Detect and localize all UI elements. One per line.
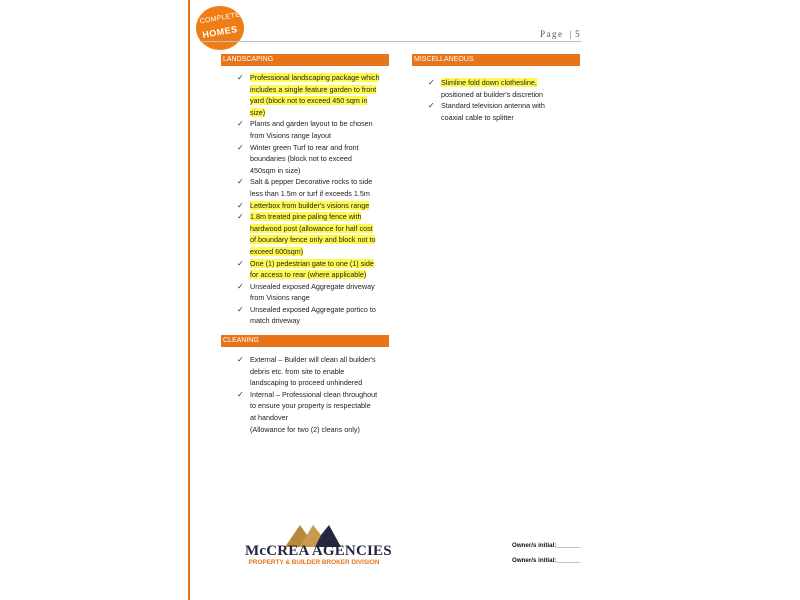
checklist-item-line: landscaping to proceed unhindered — [250, 378, 363, 388]
owner-initial-line-2[interactable]: Owner/s initial:_______ — [512, 557, 581, 564]
checklist-item-line: Unsealed exposed Aggregate driveway — [250, 281, 375, 291]
cleaning-list — [221, 354, 389, 435]
checkmark-icon: ✓ — [237, 304, 244, 314]
checkmark-icon: ✓ — [237, 73, 244, 82]
checklist-item-line: of boundary fence only and block not to — [250, 235, 376, 245]
right-column — [412, 54, 580, 123]
checklist-item — [221, 211, 389, 257]
page-separator: | — [567, 29, 572, 39]
checklist-item-line: Slimline fold down clothesline, — [441, 78, 537, 87]
miscellaneous-list — [412, 77, 580, 123]
complete-homes-badge — [196, 6, 244, 50]
checklist-item-line: (Allowance for two (2) cleans only) — [250, 424, 360, 434]
checkmark-icon: ✓ — [237, 142, 244, 152]
checkmark-icon: ✓ — [237, 258, 244, 268]
checklist-item-line: 450sqm in size) — [250, 165, 301, 175]
checklist-item — [221, 142, 389, 177]
owner-initial-line-1[interactable]: Owner/s initial:_______ — [512, 542, 581, 549]
checkmark-icon: ✓ — [237, 281, 244, 291]
checklist-item-line: exceed 600sqm) — [250, 246, 304, 256]
checkmark-icon: ✓ — [237, 389, 244, 399]
page-label: Page — [540, 29, 564, 39]
logo-subtitle: PROPERTY & BUILDER BROKER DIVISION — [248, 559, 380, 566]
miscellaneous-header: MISCELLANEOUS — [412, 54, 580, 66]
left-column — [221, 54, 389, 435]
page-number — [540, 29, 581, 39]
checklist-item — [221, 354, 389, 389]
cleaning-header: CLEANING — [221, 335, 389, 347]
checkmark-icon: ✓ — [237, 212, 244, 222]
checklist-item-line: Winter green Turf to rear and front — [250, 142, 359, 152]
checklist-item — [221, 72, 389, 118]
checklist-item-line: coaxial cable to splitter — [441, 112, 514, 122]
left-border-rule — [188, 0, 190, 600]
logo-name: McCREA AGENCIES — [245, 543, 392, 559]
checklist-item — [221, 389, 389, 435]
checklist-item-line: size) — [250, 107, 266, 117]
checklist-item — [221, 176, 389, 199]
checklist-item-line: yard (block not to exceed 450 sqm in — [250, 96, 368, 106]
brand-bottom-text: HOMES — [201, 23, 239, 41]
checklist-item-line: to ensure your property is respectable — [250, 401, 371, 411]
checklist-item-line: Plants and garden layout to be chosen — [250, 119, 373, 129]
checklist-item-line: from Visions range layout — [250, 130, 331, 140]
checkmark-icon: ✓ — [237, 177, 244, 187]
checklist-item — [412, 100, 580, 123]
checklist-item-line: debris etc. from site to enable — [250, 366, 345, 376]
checklist-item — [221, 200, 389, 212]
checkmark-icon: ✓ — [428, 101, 435, 111]
checkmark-icon: ✓ — [428, 78, 435, 87]
checklist-item-line: from Visions range — [250, 293, 310, 303]
checklist-item-line: External – Builder will clean all builder's — [250, 355, 376, 365]
checklist-item-line: Unsealed exposed Aggregate portico to — [250, 304, 376, 314]
checklist-item-line: boundaries (block not to exceed — [250, 154, 352, 164]
checklist-item-line: hardwood post (allowance for half cost — [250, 223, 373, 233]
checkmark-icon: ✓ — [237, 355, 244, 365]
checklist-item — [221, 258, 389, 281]
landscaping-header: LANDSCAPING — [221, 54, 389, 66]
checklist-item — [221, 304, 389, 327]
checklist-item-line: One (1) pedestrian gate to one (1) side — [250, 258, 374, 268]
checklist-item-line: 1.8m treated pine paling fence with — [250, 212, 362, 222]
brand-top-text: COMPLETE — [199, 11, 241, 26]
checklist-item-line: match driveway — [250, 316, 300, 326]
checklist-item-line: for access to rear (where applicable) — [250, 270, 367, 280]
checklist-item-line: less than 1.5m or turf if exceeds 1.5m — [250, 188, 370, 198]
page-number-value: 5 — [575, 29, 582, 39]
checklist-item-line: at handover — [250, 413, 288, 423]
checkmark-icon: ✓ — [237, 119, 244, 129]
checkmark-icon: ✓ — [237, 200, 244, 210]
checklist-item-line: Letterbox from builder's visions range — [250, 200, 370, 210]
checklist-item — [412, 77, 580, 100]
header-rule — [200, 41, 582, 42]
checklist-item-line: Internal – Professional clean throughout — [250, 389, 378, 399]
checklist-item — [221, 281, 389, 304]
checklist-item-line: positioned at builder's discretion — [441, 89, 544, 99]
checklist-item-line: Salt & pepper Decorative rocks to side — [250, 177, 373, 187]
mccrea-agencies-logo — [245, 521, 392, 571]
checklist-item-line: Professional landscaping package which — [250, 73, 380, 82]
checklist-item-line: Standard television antenna with — [441, 101, 545, 111]
checklist-item — [221, 118, 389, 141]
landscaping-list — [221, 72, 389, 327]
checklist-item-line: includes a single feature garden to front — [250, 84, 377, 94]
